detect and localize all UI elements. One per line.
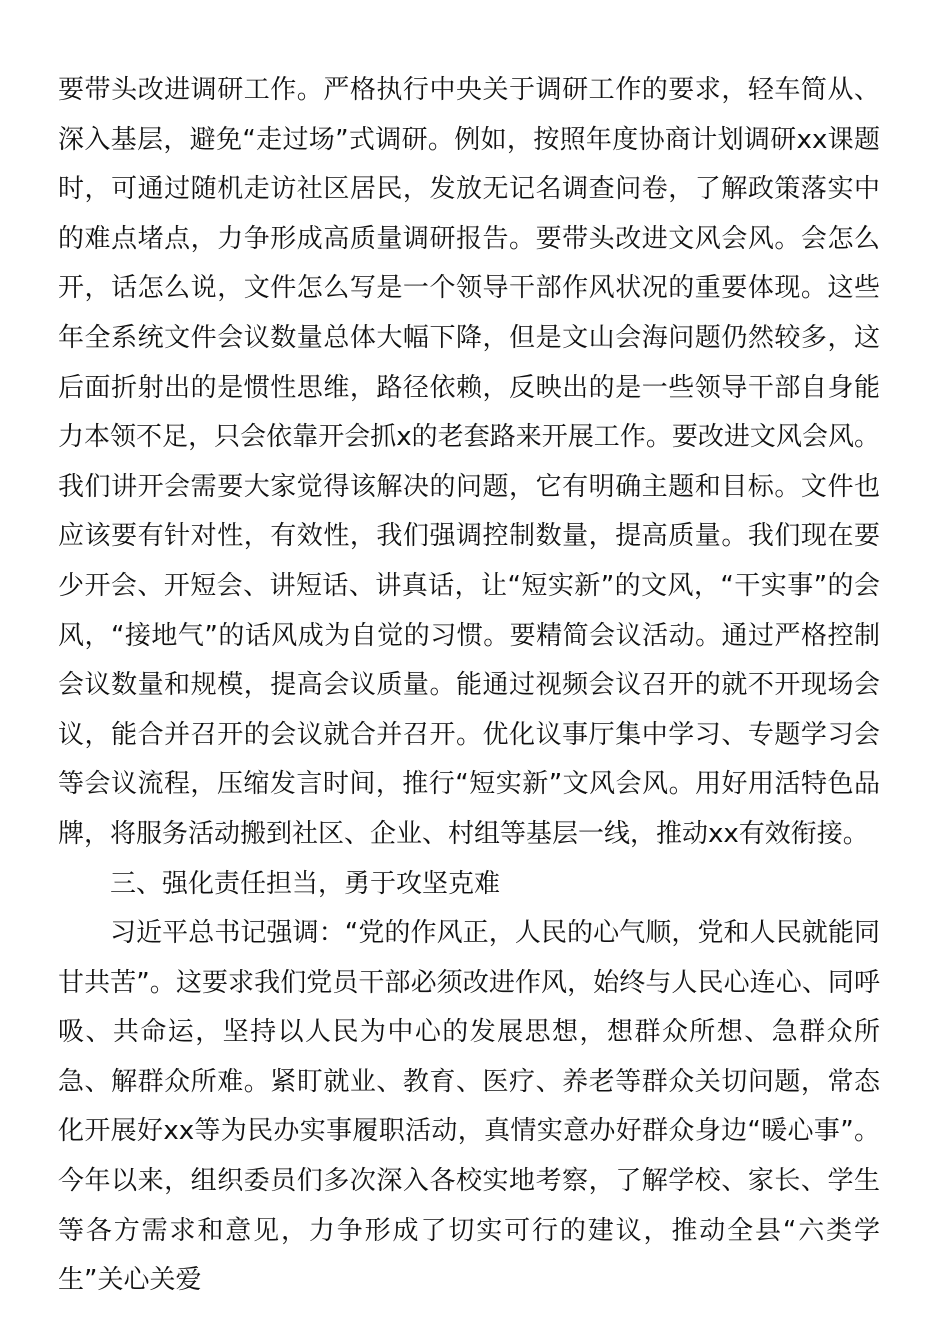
document-body (58, 66, 880, 1306)
paragraph-research-and-meeting-style: 要带头改进调研工作。严格执行中央关于调研工作的要求，轻车简从、深入基层，避免“走过场”式调研。例如，按照年度协商计划调研xx课题时，可通过随机走访社区居民，发放无记名调查问卷，了解政策落实中的难点堵点，力争形成高质量调研报告。要带头改进文风会风。会怎么开，话怎么说，文件怎么写是一个领导干部作风状况的重要体现。这些年全系统文件会议数量总体大幅下降，但是文山会海问题仍然较多，这后面折射出的是惯性思维，路径依赖，反映出的是一些领导干部自身能力本领不足，只会依靠开会抓x的老套路来开展工作。要改进文风会风。我们讲开会需要大家觉得该解决的问题，它有明确主题和目标。文件也应该要有针对性，有效性，我们强调控制数量，提高质量。我们现在要少开会、开短会、讲短话、讲真话，让“短实新”的文风，“干实事”的会风，“接地气”的话风成为自觉的习惯。要精简会议活动。通过严格控制会议数量和规模，提高会议质量。能通过视频会议召开的就不开现场会议，能合并召开的会议就合并召开。优化议事厅集中学习、专题学习会等会议流程，压缩发言时间，推行“短实新”文风会风。用好用活特色品牌，将服务活动搬到社区、企业、村组等基层一线，推动xx有效衔接。 (58, 75, 880, 849)
section-heading-3: 三、强化责任担当，勇于攻坚克难 (110, 868, 501, 899)
paragraph-responsibility: 习近平总书记强调：“党的作风正，人民的心气顺，党和人民就能同甘共苦”。这要求我们党员干部必须改进作风，始终与人民心连心、同呼吸、共命运，坚持以人民为中心的发展思想，想群众所想、急群众所急、解群众所难。紧盯就业、教育、医疗、养老等群众关切问题，常态化开展好xx等为民办实事履职活动，真情实意办好群众身边“暖心事”。今年以来，组织委员们多次深入各校实地考察，了解学校、家长、学生等各方需求和意见，力争形成了切实可行的建议，推动全县“六类学生”关心关爱 (58, 918, 880, 1296)
